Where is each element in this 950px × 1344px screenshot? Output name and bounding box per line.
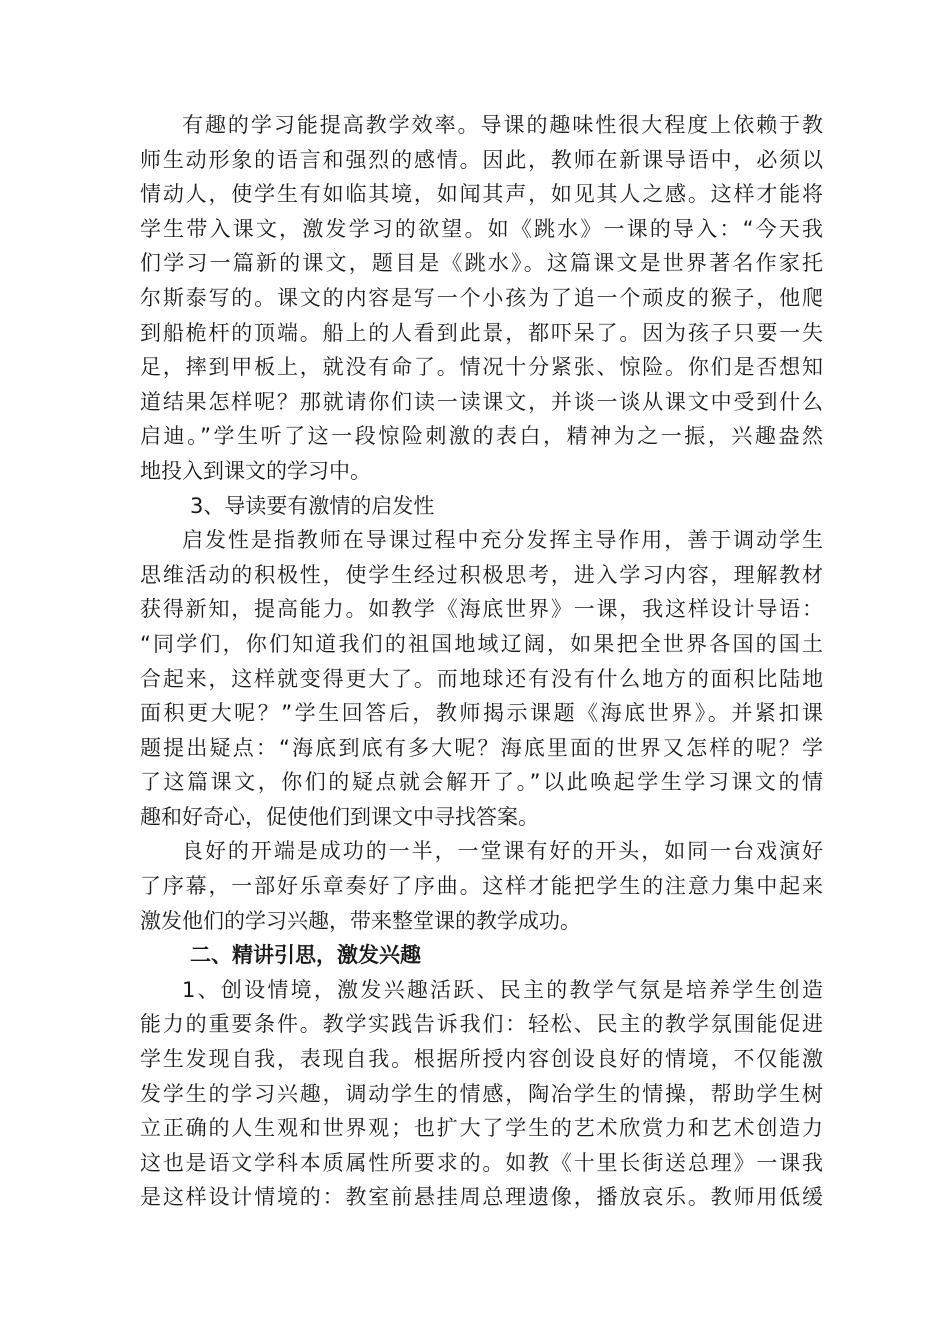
text-line: 道结果怎样呢？那就请你们读一读课文，并谈一谈从课文中受到什么 bbox=[140, 389, 823, 414]
text-line: 师生动形象的语言和强烈的感情。因此，教师在新课导语中，必须以 bbox=[140, 147, 823, 172]
text-line: 题提出疑点：“海底到底有多大呢？海底里面的世界又怎样的呢？学 bbox=[140, 735, 823, 760]
paragraph-intro bbox=[140, 108, 823, 489]
document-body bbox=[140, 108, 823, 1215]
heading-text: 二、精讲引思，激发兴趣 bbox=[190, 943, 421, 968]
heading-text: 3、导读要有激情的启发性 bbox=[190, 493, 435, 518]
paragraph-good-start bbox=[140, 834, 823, 938]
text-line: 们学习一篇新的课文，题目是《跳水》。这篇课文是世界著名作家托 bbox=[140, 251, 823, 276]
section-heading-2 bbox=[140, 938, 823, 973]
text-line: 足，摔到甲板上，就没有命了。情况十分紧张、惊险。你们是否想知 bbox=[140, 355, 823, 380]
text-line: 是这样设计情境的：教室前悬挂周总理遗像，播放哀乐。教师用低缓 bbox=[140, 1185, 823, 1210]
paragraph-situation bbox=[140, 973, 823, 1215]
text-line: 面积更大呢？”学生回答后，教师揭示课题《海底世界》。并紧扣课 bbox=[140, 701, 823, 726]
text-line: 良好的开端是成功的一半，一堂课有好的开头，如同一台戏演好 bbox=[182, 839, 823, 864]
text-line: 地投入到课文的学习中。 bbox=[140, 458, 371, 483]
text-line: 到船桅杆的顶端。船上的人看到此景，都吓呆了。因为孩子只要一失 bbox=[140, 320, 823, 345]
text-line: 有趣的学习能提高教学效率。导课的趣味性很大程度上依赖于教 bbox=[182, 113, 823, 137]
text-line: “同学们，你们知道我们的祖国地域辽阔，如果把全世界各国的国土 bbox=[140, 631, 823, 656]
text-line: 能力的重要条件。教学实践告诉我们：轻松、民主的教学氛围能促进 bbox=[140, 1012, 823, 1037]
text-line: 获得新知，提高能力。如教学《海底世界》一课，我这样设计导语： bbox=[140, 597, 823, 622]
text-line: 启迪。”学生听了这一段惊险刺激的表白，精神为之一振，兴趣盎然 bbox=[140, 424, 823, 449]
text-line: 了这篇课文，你们的疑点就会解开了。”以此唤起学生学习课文的情 bbox=[140, 770, 823, 795]
text-line: 合起来，这样就变得更大了。而地球还有没有什么地方的面积比陆地 bbox=[140, 666, 823, 691]
text-line: 学生发现自我，表现自我。根据所授内容创设良好的情境，不仅能激 bbox=[140, 1047, 823, 1072]
text-line: 1、创设情境，激发兴趣活跃、民主的教学气氛是培养学生创造 bbox=[182, 977, 823, 1002]
text-line: 这也是语文学科本质属性所要求的。如教《十里长街送总理》一课我 bbox=[140, 1150, 823, 1175]
text-line: 尔斯泰写的。课文的内容是写一个小孩为了追一个顽皮的猴子，他爬 bbox=[140, 285, 823, 310]
text-line: 了序幕，一部好乐章奏好了序曲。这样才能把学生的注意力集中起来 bbox=[140, 874, 823, 899]
paragraph-inspiration bbox=[140, 523, 823, 834]
section-heading-3 bbox=[140, 489, 823, 524]
text-line: 趣和好奇心，促使他们到课文中寻找答案。 bbox=[140, 804, 539, 829]
text-line: 发学生的学习兴趣，调动学生的情感，陶冶学生的情操，帮助学生树 bbox=[140, 1081, 823, 1106]
text-line: 思维活动的积极性，使学生经过积极思考，进入学习内容，理解教材 bbox=[140, 562, 823, 587]
text-line: 激发他们的学习兴趣，带来整堂课的教学成功。 bbox=[140, 908, 581, 933]
text-line: 启发性是指教师在导课过程中充分发挥主导作用，善于调动学生 bbox=[182, 528, 823, 553]
text-line: 学生带入课文，激发学习的欲望。如《跳水》一课的导入：“今天我 bbox=[140, 216, 823, 241]
text-line: 情动人，使学生有如临其境，如闻其声，如见其人之感。这样才能将 bbox=[140, 182, 823, 207]
text-line: 立正确的人生观和世界观；也扩大了学生的艺术欣赏力和艺术创造力 bbox=[140, 1116, 823, 1141]
